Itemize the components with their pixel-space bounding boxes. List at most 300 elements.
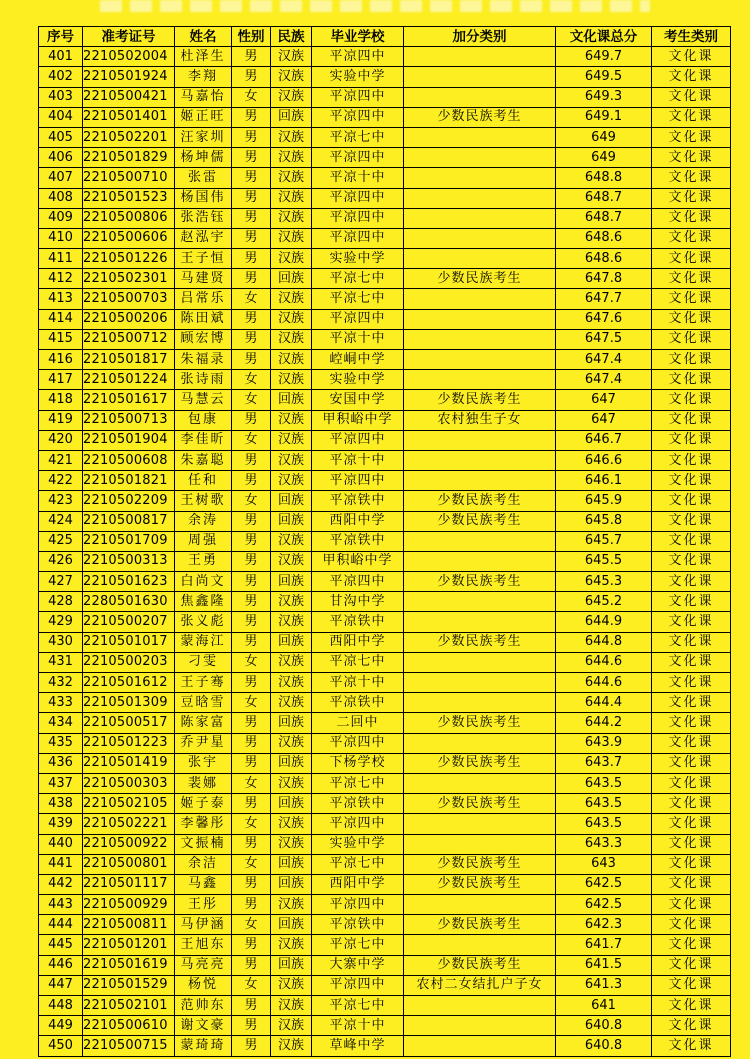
cell-name: 马鑫 — [175, 874, 232, 894]
cell-school: 平凉四中 — [312, 87, 404, 107]
cell-gender: 女 — [232, 814, 271, 834]
cell-total-score: 647.4 — [556, 370, 652, 390]
cell-name: 赵泓宇 — [175, 228, 232, 248]
cell-exam-id: 2210500421 — [83, 87, 175, 107]
cell-bonus-category — [404, 148, 556, 168]
cell-exam-id: 2210500713 — [83, 410, 175, 430]
cell-exam-id: 2210501924 — [83, 67, 175, 87]
cell-gender: 男 — [232, 188, 271, 208]
cell-candidate-type: 文化课 — [652, 874, 731, 894]
cell-bonus-category: 少数民族考生 — [404, 854, 556, 874]
cell-seq: 423 — [39, 491, 83, 511]
cell-candidate-type: 文化课 — [652, 733, 731, 753]
cell-exam-id: 2210501829 — [83, 148, 175, 168]
cell-seq: 449 — [39, 1016, 83, 1036]
cell-bonus-category — [404, 693, 556, 713]
cell-exam-id: 2210501612 — [83, 673, 175, 693]
cell-school: 平凉四中 — [312, 471, 404, 491]
cell-ethnicity: 汉族 — [271, 834, 312, 854]
table-row — [39, 168, 731, 188]
cell-total-score: 642.5 — [556, 874, 652, 894]
cell-seq: 446 — [39, 955, 83, 975]
cell-name: 朱嘉聪 — [175, 450, 232, 470]
cell-candidate-type: 文化课 — [652, 471, 731, 491]
cell-name: 王彤 — [175, 895, 232, 915]
cell-school: 平凉七中 — [312, 269, 404, 289]
cell-name: 杜泽生 — [175, 47, 232, 67]
table-row — [39, 350, 731, 370]
cell-name: 刁雯 — [175, 652, 232, 672]
cell-school: 平凉铁中 — [312, 915, 404, 935]
cell-ethnicity: 回族 — [271, 491, 312, 511]
cell-ethnicity: 汉族 — [271, 148, 312, 168]
cell-ethnicity: 汉族 — [271, 814, 312, 834]
cell-gender: 男 — [232, 47, 271, 67]
cell-candidate-type: 文化课 — [652, 228, 731, 248]
cell-exam-id: 2210500703 — [83, 289, 175, 309]
cell-gender: 男 — [232, 471, 271, 491]
cell-bonus-category: 农村二女结扎户子女 — [404, 975, 556, 995]
cell-seq: 414 — [39, 309, 83, 329]
cell-ethnicity: 回族 — [271, 713, 312, 733]
cell-seq: 447 — [39, 975, 83, 995]
cell-ethnicity: 回族 — [271, 107, 312, 127]
cell-total-score: 645.8 — [556, 511, 652, 531]
cell-name: 朱福录 — [175, 350, 232, 370]
cell-school: 平凉七中 — [312, 773, 404, 793]
cell-seq: 420 — [39, 430, 83, 450]
cell-candidate-type: 文化课 — [652, 350, 731, 370]
cell-total-score: 647.6 — [556, 309, 652, 329]
table-row — [39, 753, 731, 773]
cell-name: 王子恒 — [175, 249, 232, 269]
cell-ethnicity: 汉族 — [271, 1016, 312, 1036]
table-row — [39, 915, 731, 935]
cell-candidate-type: 文化课 — [652, 511, 731, 531]
cell-candidate-type: 文化课 — [652, 107, 731, 127]
col-header-gender: 性别 — [232, 27, 271, 47]
cell-total-score: 649.3 — [556, 87, 652, 107]
cell-bonus-category: 少数民族考生 — [404, 572, 556, 592]
cell-gender: 男 — [232, 1036, 271, 1056]
cell-exam-id: 2210500712 — [83, 329, 175, 349]
cell-exam-id: 2210500929 — [83, 895, 175, 915]
table-row — [39, 67, 731, 87]
cell-exam-id: 2210500303 — [83, 773, 175, 793]
cell-total-score: 649 — [556, 148, 652, 168]
cell-total-score: 644.9 — [556, 612, 652, 632]
cell-exam-id: 2210500517 — [83, 713, 175, 733]
cell-name: 张义彪 — [175, 612, 232, 632]
cell-school: 平凉铁中 — [312, 531, 404, 551]
header-row — [39, 27, 731, 47]
cell-ethnicity: 回族 — [271, 269, 312, 289]
cell-name: 杨国伟 — [175, 188, 232, 208]
table-row — [39, 814, 731, 834]
table-row — [39, 329, 731, 349]
cell-total-score: 641.5 — [556, 955, 652, 975]
cell-bonus-category — [404, 350, 556, 370]
cell-ethnicity: 汉族 — [271, 612, 312, 632]
cell-seq: 407 — [39, 168, 83, 188]
cell-gender: 男 — [232, 996, 271, 1016]
cell-school: 平凉四中 — [312, 107, 404, 127]
cell-candidate-type: 文化课 — [652, 975, 731, 995]
cell-gender: 男 — [232, 329, 271, 349]
cell-total-score: 649.1 — [556, 107, 652, 127]
admission-table — [38, 26, 731, 1057]
cell-school: 崆峒中学 — [312, 350, 404, 370]
cell-exam-id: 2210502201 — [83, 127, 175, 147]
cell-candidate-type: 文化课 — [652, 592, 731, 612]
cell-ethnicity: 汉族 — [271, 249, 312, 269]
table-row — [39, 1016, 731, 1036]
cell-seq: 429 — [39, 612, 83, 632]
cell-candidate-type: 文化课 — [652, 1036, 731, 1056]
cell-name: 李翔 — [175, 67, 232, 87]
table-row — [39, 551, 731, 571]
cell-gender: 男 — [232, 632, 271, 652]
table-row — [39, 612, 731, 632]
cell-candidate-type: 文化课 — [652, 572, 731, 592]
cell-gender: 男 — [232, 834, 271, 854]
cell-school: 平凉七中 — [312, 996, 404, 1016]
table-row — [39, 228, 731, 248]
cell-seq: 432 — [39, 673, 83, 693]
cell-total-score: 643.5 — [556, 794, 652, 814]
table-row — [39, 632, 731, 652]
cell-name: 张宇 — [175, 753, 232, 773]
cell-ethnicity: 汉族 — [271, 773, 312, 793]
cell-school: 实验中学 — [312, 370, 404, 390]
cell-exam-id: 2210502101 — [83, 996, 175, 1016]
cell-name: 张浩钰 — [175, 208, 232, 228]
cell-seq: 421 — [39, 450, 83, 470]
cell-total-score: 643.5 — [556, 773, 652, 793]
cell-bonus-category — [404, 531, 556, 551]
cell-exam-id: 2210500801 — [83, 854, 175, 874]
cell-bonus-category — [404, 228, 556, 248]
cell-school: 平凉四中 — [312, 733, 404, 753]
cell-total-score: 647 — [556, 390, 652, 410]
cell-bonus-category — [404, 673, 556, 693]
cell-candidate-type: 文化课 — [652, 915, 731, 935]
cell-exam-id: 2210502221 — [83, 814, 175, 834]
cell-seq: 406 — [39, 148, 83, 168]
cell-candidate-type: 文化课 — [652, 208, 731, 228]
cell-total-score: 647 — [556, 410, 652, 430]
cell-total-score: 644.6 — [556, 673, 652, 693]
col-header-seq: 序号 — [39, 27, 83, 47]
cell-bonus-category: 少数民族考生 — [404, 107, 556, 127]
cell-bonus-category — [404, 67, 556, 87]
cell-gender: 男 — [232, 935, 271, 955]
cell-name: 王树歌 — [175, 491, 232, 511]
cell-ethnicity: 回族 — [271, 390, 312, 410]
cell-total-score: 647.4 — [556, 350, 652, 370]
cell-name: 李馨彤 — [175, 814, 232, 834]
cell-candidate-type: 文化课 — [652, 935, 731, 955]
col-header-bonus-category: 加分类别 — [404, 27, 556, 47]
cell-candidate-type: 文化课 — [652, 168, 731, 188]
cell-bonus-category: 少数民族考生 — [404, 915, 556, 935]
cell-seq: 419 — [39, 410, 83, 430]
cell-school: 平凉铁中 — [312, 491, 404, 511]
cell-gender: 女 — [232, 693, 271, 713]
cell-exam-id: 2210501623 — [83, 572, 175, 592]
cell-seq: 415 — [39, 329, 83, 349]
cell-name: 范帅东 — [175, 996, 232, 1016]
cell-candidate-type: 文化课 — [652, 127, 731, 147]
cell-seq: 411 — [39, 249, 83, 269]
cell-candidate-type: 文化课 — [652, 652, 731, 672]
cell-exam-id: 2210500710 — [83, 168, 175, 188]
cell-exam-id: 2210500610 — [83, 1016, 175, 1036]
table-row — [39, 673, 731, 693]
cell-school: 平凉七中 — [312, 652, 404, 672]
cell-ethnicity: 汉族 — [271, 127, 312, 147]
cell-seq: 410 — [39, 228, 83, 248]
cell-exam-id: 2210501709 — [83, 531, 175, 551]
cell-gender: 男 — [232, 511, 271, 531]
cell-bonus-category: 农村独生子女 — [404, 410, 556, 430]
cell-school: 平凉四中 — [312, 148, 404, 168]
cell-bonus-category: 少数民族考生 — [404, 632, 556, 652]
table-row — [39, 975, 731, 995]
cell-ethnicity: 汉族 — [271, 289, 312, 309]
cell-seq: 440 — [39, 834, 83, 854]
cell-name: 马嘉怡 — [175, 87, 232, 107]
cell-school: 平凉十中 — [312, 450, 404, 470]
cell-seq: 441 — [39, 854, 83, 874]
table-row — [39, 935, 731, 955]
cell-bonus-category — [404, 87, 556, 107]
cell-ethnicity: 汉族 — [271, 47, 312, 67]
cell-name: 豆晗雪 — [175, 693, 232, 713]
cell-candidate-type: 文化课 — [652, 794, 731, 814]
cell-bonus-category — [404, 935, 556, 955]
cell-ethnicity: 汉族 — [271, 450, 312, 470]
cell-ethnicity: 汉族 — [271, 592, 312, 612]
cell-bonus-category: 少数民族考生 — [404, 269, 556, 289]
cell-exam-id: 2210501117 — [83, 874, 175, 894]
cell-bonus-category — [404, 895, 556, 915]
cell-total-score: 648.6 — [556, 249, 652, 269]
cell-name: 文振楠 — [175, 834, 232, 854]
cell-name: 马亮亮 — [175, 955, 232, 975]
cell-name: 任和 — [175, 471, 232, 491]
cell-exam-id: 2210500922 — [83, 834, 175, 854]
cell-gender: 女 — [232, 975, 271, 995]
cell-seq: 409 — [39, 208, 83, 228]
cell-ethnicity: 汉族 — [271, 350, 312, 370]
cell-exam-id: 2210501821 — [83, 471, 175, 491]
cell-gender: 男 — [232, 309, 271, 329]
cell-ethnicity: 汉族 — [271, 208, 312, 228]
cell-name: 蒙琦琦 — [175, 1036, 232, 1056]
cell-seq: 435 — [39, 733, 83, 753]
cell-school: 实验中学 — [312, 249, 404, 269]
cell-total-score: 645.5 — [556, 551, 652, 571]
cell-name: 蒙海江 — [175, 632, 232, 652]
cell-total-score: 648.7 — [556, 208, 652, 228]
cell-school: 平凉七中 — [312, 289, 404, 309]
cell-candidate-type: 文化课 — [652, 753, 731, 773]
cell-ethnicity: 回族 — [271, 632, 312, 652]
cell-gender: 女 — [232, 370, 271, 390]
cell-school: 平凉四中 — [312, 430, 404, 450]
cell-bonus-category: 少数民族考生 — [404, 390, 556, 410]
cell-name: 杨坤儒 — [175, 148, 232, 168]
cell-gender: 男 — [232, 249, 271, 269]
cell-ethnicity: 汉族 — [271, 329, 312, 349]
table-row — [39, 309, 731, 329]
table-row — [39, 693, 731, 713]
cell-ethnicity: 回族 — [271, 572, 312, 592]
cell-total-score: 640.8 — [556, 1016, 652, 1036]
cell-school: 平凉七中 — [312, 127, 404, 147]
cell-total-score: 648.6 — [556, 228, 652, 248]
cell-name: 乔尹星 — [175, 733, 232, 753]
cell-ethnicity: 汉族 — [271, 188, 312, 208]
cell-name: 姬正旺 — [175, 107, 232, 127]
cell-name: 张雷 — [175, 168, 232, 188]
title-band — [0, 0, 750, 26]
cell-gender: 女 — [232, 491, 271, 511]
table-row — [39, 531, 731, 551]
cell-ethnicity: 回族 — [271, 955, 312, 975]
cell-candidate-type: 文化课 — [652, 773, 731, 793]
cell-total-score: 646.7 — [556, 430, 652, 450]
table-row — [39, 572, 731, 592]
col-header-exam-id: 准考证号 — [83, 27, 175, 47]
cell-seq: 428 — [39, 592, 83, 612]
cell-school: 平凉四中 — [312, 975, 404, 995]
cell-name: 余洁 — [175, 854, 232, 874]
table-row — [39, 269, 731, 289]
table-row — [39, 955, 731, 975]
cell-school: 实验中学 — [312, 67, 404, 87]
cell-seq: 444 — [39, 915, 83, 935]
cell-bonus-category: 少数民族考生 — [404, 794, 556, 814]
cell-name: 包康 — [175, 410, 232, 430]
cell-gender: 男 — [232, 107, 271, 127]
cell-seq: 426 — [39, 551, 83, 571]
cell-school: 实验中学 — [312, 834, 404, 854]
table-row — [39, 430, 731, 450]
cell-bonus-category — [404, 208, 556, 228]
table-row — [39, 794, 731, 814]
cell-ethnicity: 汉族 — [271, 471, 312, 491]
cell-ethnicity: 汉族 — [271, 975, 312, 995]
cell-gender: 男 — [232, 733, 271, 753]
cell-exam-id: 2210501617 — [83, 390, 175, 410]
table-row — [39, 1036, 731, 1056]
cell-school: 平凉四中 — [312, 47, 404, 67]
cell-bonus-category: 少数民族考生 — [404, 955, 556, 975]
cell-exam-id: 2210500313 — [83, 551, 175, 571]
cell-gender: 男 — [232, 551, 271, 571]
cell-candidate-type: 文化课 — [652, 955, 731, 975]
cell-ethnicity: 回族 — [271, 915, 312, 935]
cell-seq: 438 — [39, 794, 83, 814]
cell-seq: 434 — [39, 713, 83, 733]
cell-gender: 男 — [232, 1016, 271, 1036]
cell-school: 平凉十中 — [312, 329, 404, 349]
cell-ethnicity: 回族 — [271, 874, 312, 894]
cell-gender: 男 — [232, 874, 271, 894]
cell-exam-id: 2210500608 — [83, 450, 175, 470]
cell-total-score: 641.7 — [556, 935, 652, 955]
cell-ethnicity: 回族 — [271, 511, 312, 531]
cell-total-score: 644.6 — [556, 652, 652, 672]
cell-exam-id: 2210501523 — [83, 188, 175, 208]
cell-ethnicity: 汉族 — [271, 228, 312, 248]
cell-candidate-type: 文化课 — [652, 854, 731, 874]
cell-name: 姬子泰 — [175, 794, 232, 814]
cell-total-score: 645.9 — [556, 491, 652, 511]
cell-ethnicity: 汉族 — [271, 168, 312, 188]
cell-name: 谢文豪 — [175, 1016, 232, 1036]
cell-bonus-category — [404, 996, 556, 1016]
cell-bonus-category — [404, 652, 556, 672]
cell-exam-id: 2210500206 — [83, 309, 175, 329]
cell-candidate-type: 文化课 — [652, 673, 731, 693]
cell-candidate-type: 文化课 — [652, 1016, 731, 1036]
cell-seq: 416 — [39, 350, 83, 370]
cell-school: 安国中学 — [312, 390, 404, 410]
cell-ethnicity: 回族 — [271, 854, 312, 874]
cell-ethnicity: 汉族 — [271, 652, 312, 672]
cell-candidate-type: 文化课 — [652, 67, 731, 87]
cell-candidate-type: 文化课 — [652, 834, 731, 854]
cell-school: 西阳中学 — [312, 511, 404, 531]
cell-school: 大寨中学 — [312, 955, 404, 975]
cell-candidate-type: 文化课 — [652, 531, 731, 551]
cell-gender: 男 — [232, 531, 271, 551]
table-row — [39, 450, 731, 470]
cell-name: 张诗雨 — [175, 370, 232, 390]
cell-name: 陈田斌 — [175, 309, 232, 329]
cell-bonus-category — [404, 188, 556, 208]
cell-ethnicity: 汉族 — [271, 996, 312, 1016]
cell-name: 陈家富 — [175, 713, 232, 733]
cell-gender: 男 — [232, 350, 271, 370]
cell-seq: 443 — [39, 895, 83, 915]
cell-exam-id: 2210501223 — [83, 733, 175, 753]
table-row — [39, 592, 731, 612]
cell-bonus-category — [404, 814, 556, 834]
col-header-candidate-type: 考生类别 — [652, 27, 731, 47]
cell-bonus-category — [404, 289, 556, 309]
cell-seq: 437 — [39, 773, 83, 793]
cell-school: 平凉四中 — [312, 228, 404, 248]
cell-gender: 男 — [232, 127, 271, 147]
cell-bonus-category: 少数民族考生 — [404, 753, 556, 773]
cell-gender: 女 — [232, 915, 271, 935]
cell-exam-id: 2210502105 — [83, 794, 175, 814]
cell-school: 甘沟中学 — [312, 592, 404, 612]
cell-candidate-type: 文化课 — [652, 370, 731, 390]
cell-bonus-category: 少数民族考生 — [404, 713, 556, 733]
table-row — [39, 127, 731, 147]
cell-bonus-category — [404, 430, 556, 450]
cell-ethnicity: 汉族 — [271, 673, 312, 693]
cell-bonus-category — [404, 773, 556, 793]
cell-exam-id: 2210500207 — [83, 612, 175, 632]
cell-name: 马慧云 — [175, 390, 232, 410]
cell-ethnicity: 回族 — [271, 794, 312, 814]
